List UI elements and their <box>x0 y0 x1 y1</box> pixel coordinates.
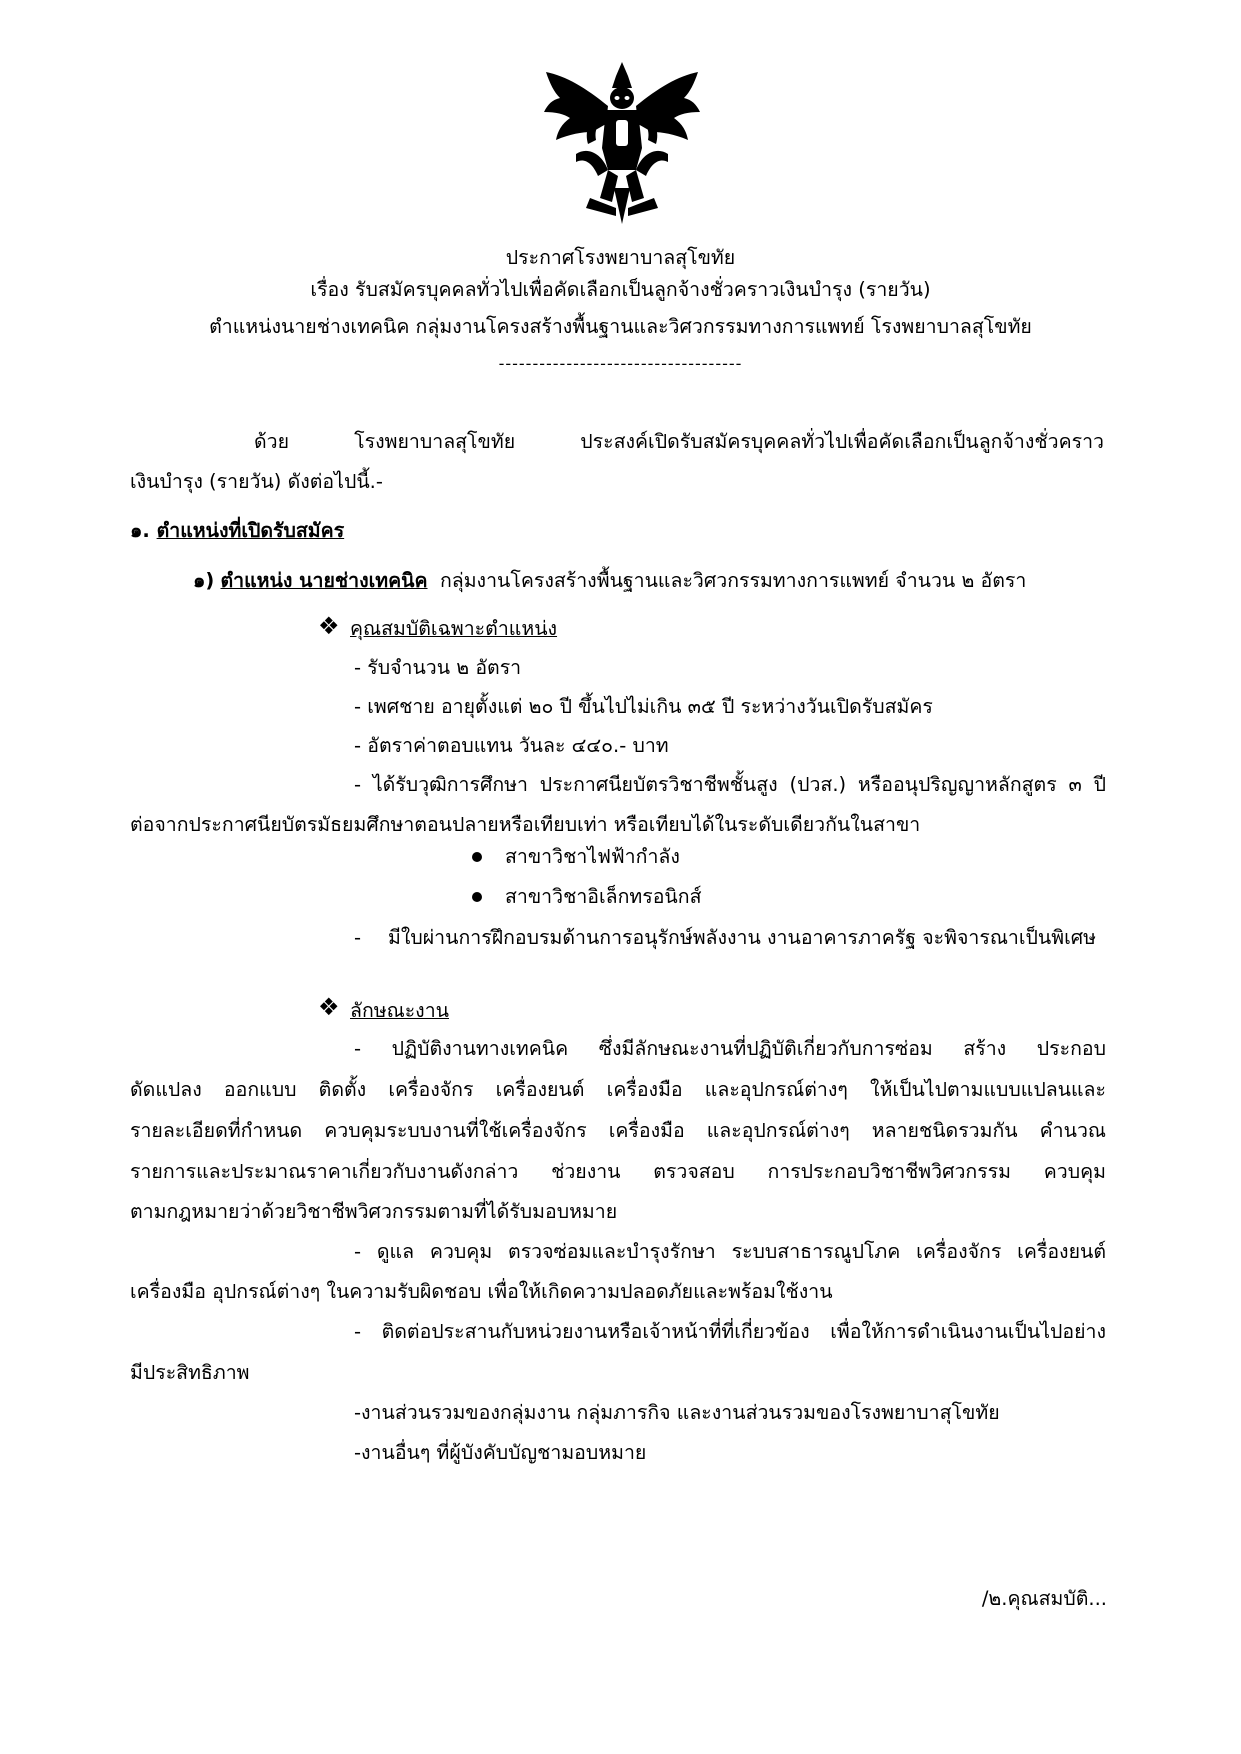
duty-1-line-a: - ปฏิบัติงานทางเทคนิค ซึ่งมีลักษณะงานที่ปฏิบัติเกี่ยวกับการซ่อม สร้าง ประกอบ <box>354 1037 1106 1060</box>
qualification-item-4a: - ได้รับวุฒิการศึกษา ประกาศนียบัตรวิชาชีพชั้นสูง (ปวส.) หรืออนุปริญญาหลักสูตร ๓ ปี <box>354 773 1106 796</box>
announcement-subject: เรื่อง รับสมัครบุคคลทั่วไปเพื่อคัดเลือกเป็นลูกจ้างชั่วคราวเงินบำรุง (รายวัน) <box>310 278 931 301</box>
bullet-dot-icon <box>472 892 482 902</box>
diamond-bullet-icon: ❖ <box>318 993 340 1021</box>
duty-3-line-b: มีประสิทธิภาพ <box>130 1361 250 1384</box>
duty-1-line-e: ตามกฎหมายว่าด้วยวิชาชีพวิศวกรรมตามที่ได้รับมอบหมาย <box>130 1200 618 1223</box>
announcement-position: ตำแหน่งนายช่างเทคนิค กลุ่มงานโครงสร้างพื้นฐานและวิศวกรรมทางการแพทย์ โรงพยาบาลสุโขทัย <box>209 315 1032 338</box>
duties-heading: ลักษณะงาน <box>350 999 449 1022</box>
duty-2-line-b: เครื่องมือ อุปกรณ์ต่างๆ ในความรับผิดชอบ เพื่อให้เกิดความปลอดภัยและพร้อมใช้งาน <box>130 1280 833 1303</box>
position-item-title: ตำแหน่ง นายช่างเทคนิค <box>220 569 428 592</box>
duty-4: -งานส่วนรวมของกลุ่มงาน กลุ่มภารกิจ และงานส่วนรวมของโรงพยาบาสุโขทัย <box>354 1401 1000 1424</box>
qualification-item-1: - รับจำนวน ๒ อัตรา <box>354 656 522 679</box>
intro-line-2: เงินบำรุง (รายวัน) ดังต่อไปนี้.- <box>130 470 383 493</box>
continuation-note: /๒.คุณสมบัติ... <box>981 1587 1107 1610</box>
qualification-item-5-dash: - <box>354 926 362 949</box>
section-1-title: ตำแหน่งที่เปิดรับสมัคร <box>156 519 345 542</box>
position-item <box>193 567 1026 595</box>
section-1-heading <box>130 517 344 545</box>
header-divider: ------------------------------------ <box>498 354 743 373</box>
qualification-item-4b: ต่อจากประกาศนียบัตรมัธยมศึกษาตอนปลายหรือเทียบเท่า หรือเทียบได้ในระดับเดียวกันในสาขา <box>130 813 921 836</box>
position-item-detail: กลุ่มงานโครงสร้างพื้นฐานและวิศวกรรมทางการแพทย์ จำนวน ๒ อัตรา <box>439 569 1027 592</box>
duty-1-line-b: ดัดแปลง ออกแบบ ติดตั้ง เครื่องจักร เครื่องยนต์ เครื่องมือ และอุปกรณ์ต่างๆ ให้เป็นไปตามแบบแปลนและ <box>130 1078 1106 1101</box>
intro-line-1: ด้วย โรงพยาบาลสุโขทัย ประสงค์เปิดรับสมัครบุคคลทั่วไปเพื่อคัดเลือกเป็นลูกจ้างชั่วคราว <box>254 430 1104 453</box>
announcement-org: ประกาศโรงพยาบาลสุโขทัย <box>505 246 736 269</box>
qualification-item-5: มีใบผ่านการฝึกอบรมด้านการอนุรักษ์พลังงาน งานอาคารภาครัฐ จะพิจารณาเป็นพิเศษ <box>388 926 1096 949</box>
field-electrical-power: สาขาวิชาไฟฟ้ากำลัง <box>505 845 680 868</box>
field-electronics: สาขาวิชาอิเล็กทรอนิกส์ <box>505 885 702 908</box>
qualifications-heading: คุณสมบัติเฉพาะตำแหน่ง <box>350 617 558 640</box>
duty-5: -งานอื่นๆ ที่ผู้บังคับบัญชามอบหมาย <box>354 1441 647 1464</box>
duty-1-line-d: รายการและประมาณราคาเกี่ยวกับงานดังกล่าว ช่วยงาน ตรวจสอบ การประกอบวิชาชีพวิศวกรรม ควบคุม <box>130 1160 1106 1183</box>
bullet-dot-icon <box>472 852 482 862</box>
duty-3-line-a: - ติดต่อประสานกับหน่วยงานหรือเจ้าหน้าที่ที่เกี่ยวข้อง เพื่อให้การดำเนินงานเป็นไปอย่าง <box>354 1320 1106 1343</box>
qualification-item-2: - เพศชาย อายุตั้งแต่ ๒๐ ปี ขึ้นไปไม่เกิน ๓๕ ปี ระหว่างวันเปิดรับสมัคร <box>354 695 933 718</box>
garuda-emblem-icon <box>536 58 708 226</box>
section-1-number: ๑. <box>130 519 150 542</box>
diamond-bullet-icon: ❖ <box>318 612 340 640</box>
duty-1-line-c: รายละเอียดที่กำหนด ควบคุมระบบงานที่ใช้เครื่องจักร เครื่องมือ และอุปกรณ์ต่างๆ หลายชนิดรวมกัน คำนวณ <box>130 1119 1106 1142</box>
qualification-item-3: - อัตราค่าตอบแทน วันละ ๔๔๐.- บาท <box>354 734 669 757</box>
position-item-number: ๑) <box>193 569 215 592</box>
duty-2-line-a: - ดูแล ควบคุม ตรวจซ่อมและบำรุงรักษา ระบบสาธารณูปโภค เครื่องจักร เครื่องยนต์ <box>354 1240 1106 1263</box>
